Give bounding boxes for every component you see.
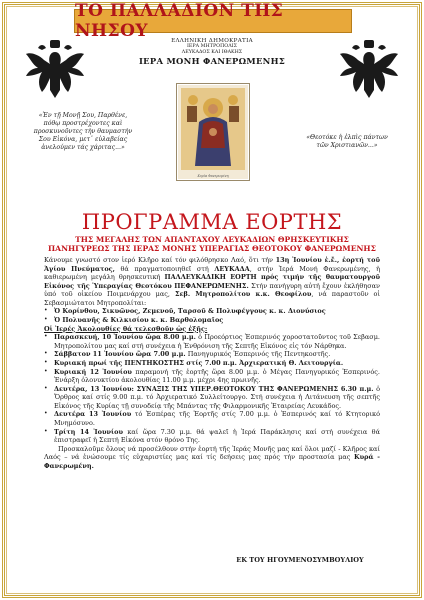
quote-right: «Θεοτόκε ἡ ἐλπὶς πάντων τῶν Χριστιανῶν...» bbox=[306, 134, 388, 150]
bullet-icon: • bbox=[44, 333, 48, 341]
intro-text: , στήν Ἱερά Μονή Φανερωμένης, ἡ καθιερωμένη μεγάλη θρησκευτική bbox=[44, 264, 380, 282]
header-block bbox=[110, 38, 314, 67]
service-lead: Κυριακή πρωί τῆς ΠΕΝΤΗΚΟΣΤΗΣ στίς 7.00 π.μ. Ἀρχιερατική Θ. Λειτουργία. bbox=[54, 358, 344, 367]
banner-text: ΤΟ ΠΑΛΛΑΔΙΟΝ ΤΗΣ ΝΗΣΟΥ bbox=[75, 1, 284, 41]
service-item bbox=[44, 410, 380, 427]
service-details: Πανηγυρικός Ἑσπερινός τῆς Πεντηκοστῆς. bbox=[185, 350, 331, 359]
service-details: ὁ Προεόρτιος Ἑσπερινός χοροστατοῦντος τοῦ Σεβασμ. Μητροπολίτου μας καί στή συνέχεια ἡ Ἐνθρόνιση τῆς Σεπτῆς Εἰκόνος εἰς τόν Νάρθηκα. bbox=[54, 333, 380, 350]
program-title: ΠΡΟΓΡΑΜΜΑ ΕΟΡΤΗΣ bbox=[81, 210, 343, 234]
bishop-name: Ὁ Κορίνθου, Σικυῶνος, Ζεμενοῦ, Ταρσοῦ & Πολυφέγγους κ. κ. Διονύσιος bbox=[54, 307, 326, 316]
service-details: τό Ἑσπέρας τῆς Ἑορτῆς στίς 7.00 μ.μ. ὁ Ἑσπερινός καί τό Κτητορικό Μνημόσυνο. bbox=[54, 410, 380, 427]
bullet-icon: • bbox=[44, 427, 48, 435]
intro-paragraph bbox=[44, 256, 380, 307]
monastery-name: ΙΕΡΑ ΜΟΝΗ ΦΑΝΕΡΩΜΕΝΗΣ bbox=[138, 56, 286, 67]
subtitle bbox=[30, 235, 394, 253]
quote-left: «Ἐν τῇ Μονῇ Σου, Παρθένε, πόθῳ προστρέχοντες καὶ προσκυνοῦντες τὴν θαυμαστήν Σου Εἰκόνα, μετ᾽ εὐλαβείας ἀνελούμεν τάς χάριτας...» bbox=[33, 112, 133, 152]
bishop-item bbox=[44, 316, 380, 325]
intro-text: θά πραγματοποιηθεῖ στή bbox=[114, 264, 215, 273]
bullet-icon: • bbox=[44, 350, 48, 358]
service-lead: Κυριακή 12 Ἰουνίου bbox=[54, 367, 132, 376]
virgin-icon-image bbox=[176, 83, 250, 181]
service-details: παραμονή τῆς ἑορτῆς ὥρα 8.00 μ.μ. ὁ Μέγας Πανηγυρικός Ἑσπερινός. Ἐνάρξη ὁλονυκτίου ἀκολουθίας 11.00 μ.μ. μέχρι 4ης πρωινῆς. bbox=[54, 367, 380, 385]
service-details: καί ὥρα 7.30 μ.μ. θά ψαλεῖ ἡ Ἱερά Παράκλησις καί στή συνέχεια θά ἐπιστραφεῖ ἡ Σεπτή Εἰκόνα στόν θρόνο Της. bbox=[54, 427, 380, 445]
service-item bbox=[44, 359, 380, 368]
subtitle-line-1: ΤΗΣ ΜΕΓΑΛΗΣ ΤΩΝ ΑΠΑΝΤΑΧΟΥ ΛΕΥΚΑΔΙΩΝ ΘΡΗΣΚΕΥΤΙΚΗΣ bbox=[75, 235, 349, 244]
double-headed-eagle-icon bbox=[338, 38, 400, 102]
closing-emphasis: Κυρά - Φανερωμένη. bbox=[44, 453, 380, 470]
bullet-icon: • bbox=[44, 367, 48, 375]
intro-text: , νά παραστοῦν οἱ Σεβασμιώτατοι Μητροπολίται: bbox=[44, 290, 380, 307]
service-lead: Τρίτη 14 Ἰουνίου bbox=[54, 427, 123, 436]
header-line-3: ΛΕΥΚΑΔΟΣ ΚΑΙ ΙΘΑΚΗΣ bbox=[181, 49, 243, 55]
madonna-icon bbox=[181, 88, 245, 170]
icon-caption: Κυρία Φανερωμένη bbox=[197, 174, 229, 178]
service-item bbox=[44, 428, 380, 445]
header-line-1: ΕΛΛΗΝΙΚΗ ΔΗΜΟΚΡΑΤΙΑ bbox=[171, 38, 253, 44]
intro-text: Κάνουμε γνωστό στον ἱερό Κλῆρο καί τόν φιλόθρησκο Λαό, ὅτι τήν bbox=[44, 256, 276, 264]
closing-paragraph bbox=[44, 445, 380, 471]
bullet-icon: • bbox=[44, 410, 48, 418]
double-headed-eagle-icon bbox=[24, 38, 86, 102]
bullet-icon: • bbox=[44, 316, 48, 324]
service-item bbox=[44, 333, 380, 350]
subtitle-line-2: ΠΑΝΗΓΥΡΕΩΣ ΤΗΣ ΙΕΡΑΣ ΜΟΝΗΣ ΥΠΕΡΑΓΙΑΣ ΘΕΟΤΟΚΟΥ ΦΑΝΕΡΩΜΕΝΗΣ bbox=[48, 244, 376, 254]
intro-text: Στήν πανήγυρη αὐτή ἔχουν ἐκλήθησαν ὑπό τοῦ οἰκείου Ποιμενάρχου μας, bbox=[44, 281, 380, 299]
icon-painting bbox=[181, 88, 245, 170]
bishop-name: Ὁ Πολυανῆς & Κιλκισίου κ. κ. Βαρθολομαῖος bbox=[54, 316, 224, 325]
intro-date: 13η Ἰουνίου ἐ.ἔ., ἑορτή τοῦ Ἁγίου Πνεύματος, bbox=[44, 256, 380, 273]
signature: ΕΚ ΤΟΥ ΗΓΟΥΜΕΝΟΣΥΜΒΟΥΛΙΟΥ bbox=[236, 556, 364, 564]
header-line-2: ΙΕΡΑ ΜΗΤΡΟΠΟΛΙΣ bbox=[187, 44, 237, 50]
program-body bbox=[44, 256, 380, 470]
service-lead: Σάββατον 11 Ἰουνίου ὥρα 7.00 μ.μ. bbox=[54, 350, 186, 359]
bullet-icon: • bbox=[44, 358, 48, 366]
service-lead: Δευτέρα, 13 Ἰουνίου: ΣΥΝΑΞΙΣ ΤΗΣ ΥΠΕΡ.ΘΕΟΤΟΚΟΥ ΤΗΣ ΦΑΝΕΡΩΜΕΝΗΣ 6.30 π.μ. bbox=[54, 384, 374, 393]
closing-text: Προσκαλοῦμε ὅλους νά προσέλθουν στήν ἑορτή τῆς Ἱεράς Μονῆς μας καί ὅλοι μαζί - Κλῆρος καί Λαός – νά ἑνώσουμε τίς εὐχαριστίες μας καί τίς δεήσεις μας πρός τήν προστασία μας bbox=[44, 444, 380, 462]
bullet-icon: • bbox=[44, 307, 48, 315]
services-heading: Οἱ Ἱερές Ἀκολουθίες θά τελεσθοῦν ὡς ἑξῆς: bbox=[44, 324, 208, 333]
intro-bishop: Σεβ. Μητροπολίτου κ.κ. Θεοφίλου bbox=[174, 290, 312, 299]
intro-feast: ΠΑΛΛΕΥΚΑΔΙΚΗ ΕΟΡΤΗ πρός τιμήν τῆς θαυματουργοῦ Εἰκόνος τῆς Ὑπεραγίας Θεοτόκου ΠΕΦΑΝΕΡΩΜΕΝΗΣ. bbox=[44, 273, 380, 290]
bishop-item bbox=[44, 307, 380, 316]
service-item bbox=[44, 350, 380, 359]
service-item bbox=[44, 368, 380, 385]
bullet-icon: • bbox=[44, 384, 48, 392]
intro-place: ΛΕΥΚΑΔΑ bbox=[214, 264, 250, 273]
service-lead: Παρασκευή, 10 Ἰουνίου ὥρα 8.00 μ.μ. bbox=[54, 333, 196, 342]
service-lead: Δευτέρα 13 Ἰουνίου bbox=[54, 410, 132, 419]
service-details: ὁ Ὄρθρος καί στίς 9.00 π.μ. τό Ἀρχιερατικό Συλλείτουργο. Στή συνέχεια ἡ Λιτάνευση τῆς σεπτῆς Εἰκόνος τῆς Κυρίας τῇ συνοδείᾳ τῆς Μπάντας τῆς Φιλαρμονικῆς Ἑταιρείας Λευκάδος. bbox=[54, 384, 380, 410]
service-item bbox=[44, 385, 380, 411]
